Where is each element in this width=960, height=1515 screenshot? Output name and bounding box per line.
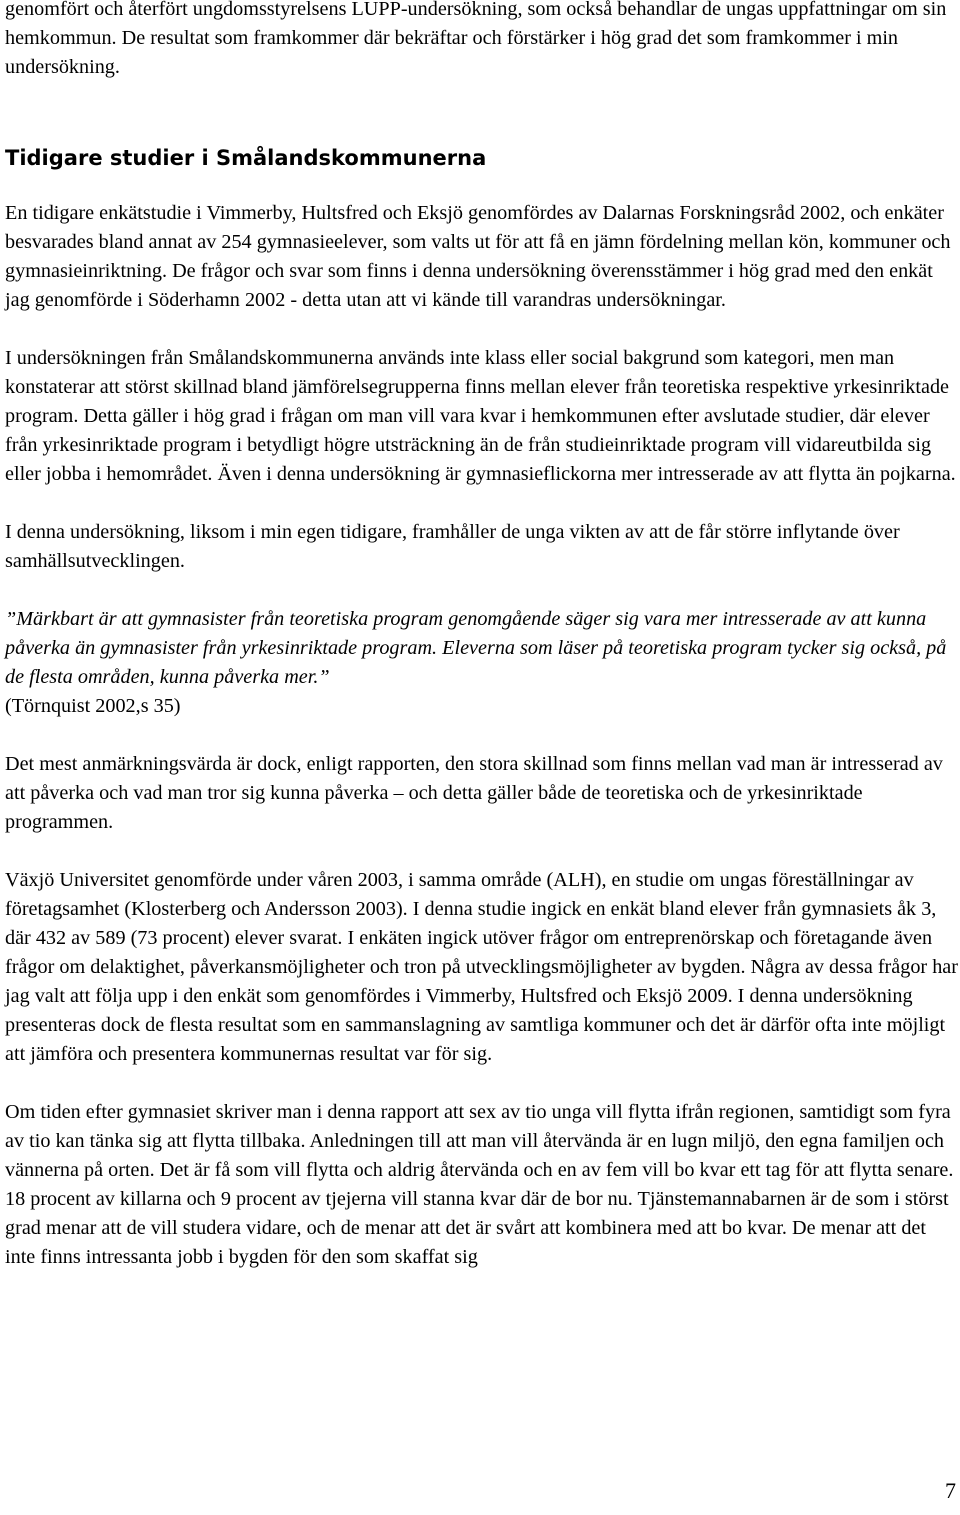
quote-citation: (Törnquist 2002,s 35) xyxy=(5,695,181,717)
document-page xyxy=(5,0,958,1301)
paragraph-after-gymnasium: Om tiden efter gymnasiet skriver man i denna rapport att sex av tio unga vill flytta ifrån regionen, samtidigt som fyra av tio kan tänka sig att flytta tillbaka. Anledningen till att man vill återvända är en lugn miljö, den egna familjen och vännerna på orten. Det är få som vill flytta och aldrig återvända och en av fem vill bo kvar ett tag för att flytta senare. 18 procent av killarna och 9 procent av tjejerna vill stanna kvar där de bor nu. Tjänstemannabarnen är de som i störst grad menar att de vill studera vidare, och de menar att det är svårt att kombinera med att bo kvar. De menar att det inte finns intressanta jobb i bygden för den som skaffat sig xyxy=(5,1101,954,1268)
paragraph-vaxjo-study: Växjö Universitet genomförde under våren 2003, i samma område (ALH), en studie om ungas föreställningar av företagsamhet (Klosterberg och Andersson 2003). I denna studie ingick en enkät bland elever från gymnasiets åk 3, där 432 av 589 (73 procent) elever svarat. I enkäten ingick utöver frågor om entreprenörskap och företagande även frågor om delaktighet, påverkansmöjligheter och tron på utvecklingsmöjligheter av bygden. Några av dessa frågor har jag valt att följa upp i den enkät som genomfördes i Vimmerby, Hultsfred och Eksjö 2009. I denna undersökning presenteras dock de flesta resultat som en sammanslagning av samtliga kommuner och det är därför ofta inte möjligt att jämföra och presentera kommunernas resultat var för sig. xyxy=(5,869,958,1065)
paragraph-influence: I denna undersökning, liksom i min egen tidigare, framhåller de unga vikten av att de får större inflytande över samhällsutvecklingen. xyxy=(5,521,900,572)
quote-text: ”Märkbart är att gymnasister från teoretiska program genomgående säger sig vara mer intresserade av att kunna påverka än gymnasister från yrkesinriktade program. Eleverna som läser på teoretiska program tycker sig också, på de flesta områden, kunna påverka mer.” xyxy=(5,608,947,688)
paragraph-smaland-survey: I undersökningen från Smålandskommunerna används inte klass eller social bakgrund som kategori, men man konstaterar att störst skillnad bland jämförelsegrupperna finns mellan elever från teoretiska respektive yrkesinriktade program. Detta gäller i hög grad i frågan om man vill vara kvar i hemkommunen efter avslutade studier, där elever från yrkesinriktade program i betydligt högre utsträckning än de från studieinriktade program vill vidareutbilda sig eller jobba i hemområdet. Även i denna undersökning är gymnasieflickorna mer intresserade av att flytta än pojkarna. xyxy=(5,347,956,485)
block-quote xyxy=(5,605,958,692)
paragraph-remarkable: Det mest anmärkningsvärda är dock, enligt rapporten, den stora skillnad som finns mellan vad man är intresserad av att påverka och vad man tror sig kunna påverka – och detta gäller både de teoretiska och de yrkesinriktade programmen. xyxy=(5,753,943,833)
paragraph-intro: genomfört och återfört ungdomsstyrelsens LUPP-undersökning, som också behandlar de ungas uppfattningar om sin hemkommun. De resultat som framkommer där bekräftar och förstärker i hög grad det som framkommer i min undersökning. xyxy=(5,0,947,78)
section-heading: Tidigare studier i Smålandskommunerna xyxy=(5,146,487,170)
page-number: 7 xyxy=(945,1478,956,1503)
paragraph-earlier-study: En tidigare enkätstudie i Vimmerby, Hultsfred och Eksjö genomfördes av Dalarnas Forskningsråd 2002, och enkäter besvarades bland annat av 254 gymnasieelever, som valts ut för att få en jämn fördelning mellan kön, kommuner och gymnasieinriktning. De frågor och svar som finns i denna undersökning överensstämmer i hög grad med den enkät jag genomförde i Söderhamn 2002 - detta utan att vi kände till varandras undersökningar. xyxy=(5,202,951,311)
